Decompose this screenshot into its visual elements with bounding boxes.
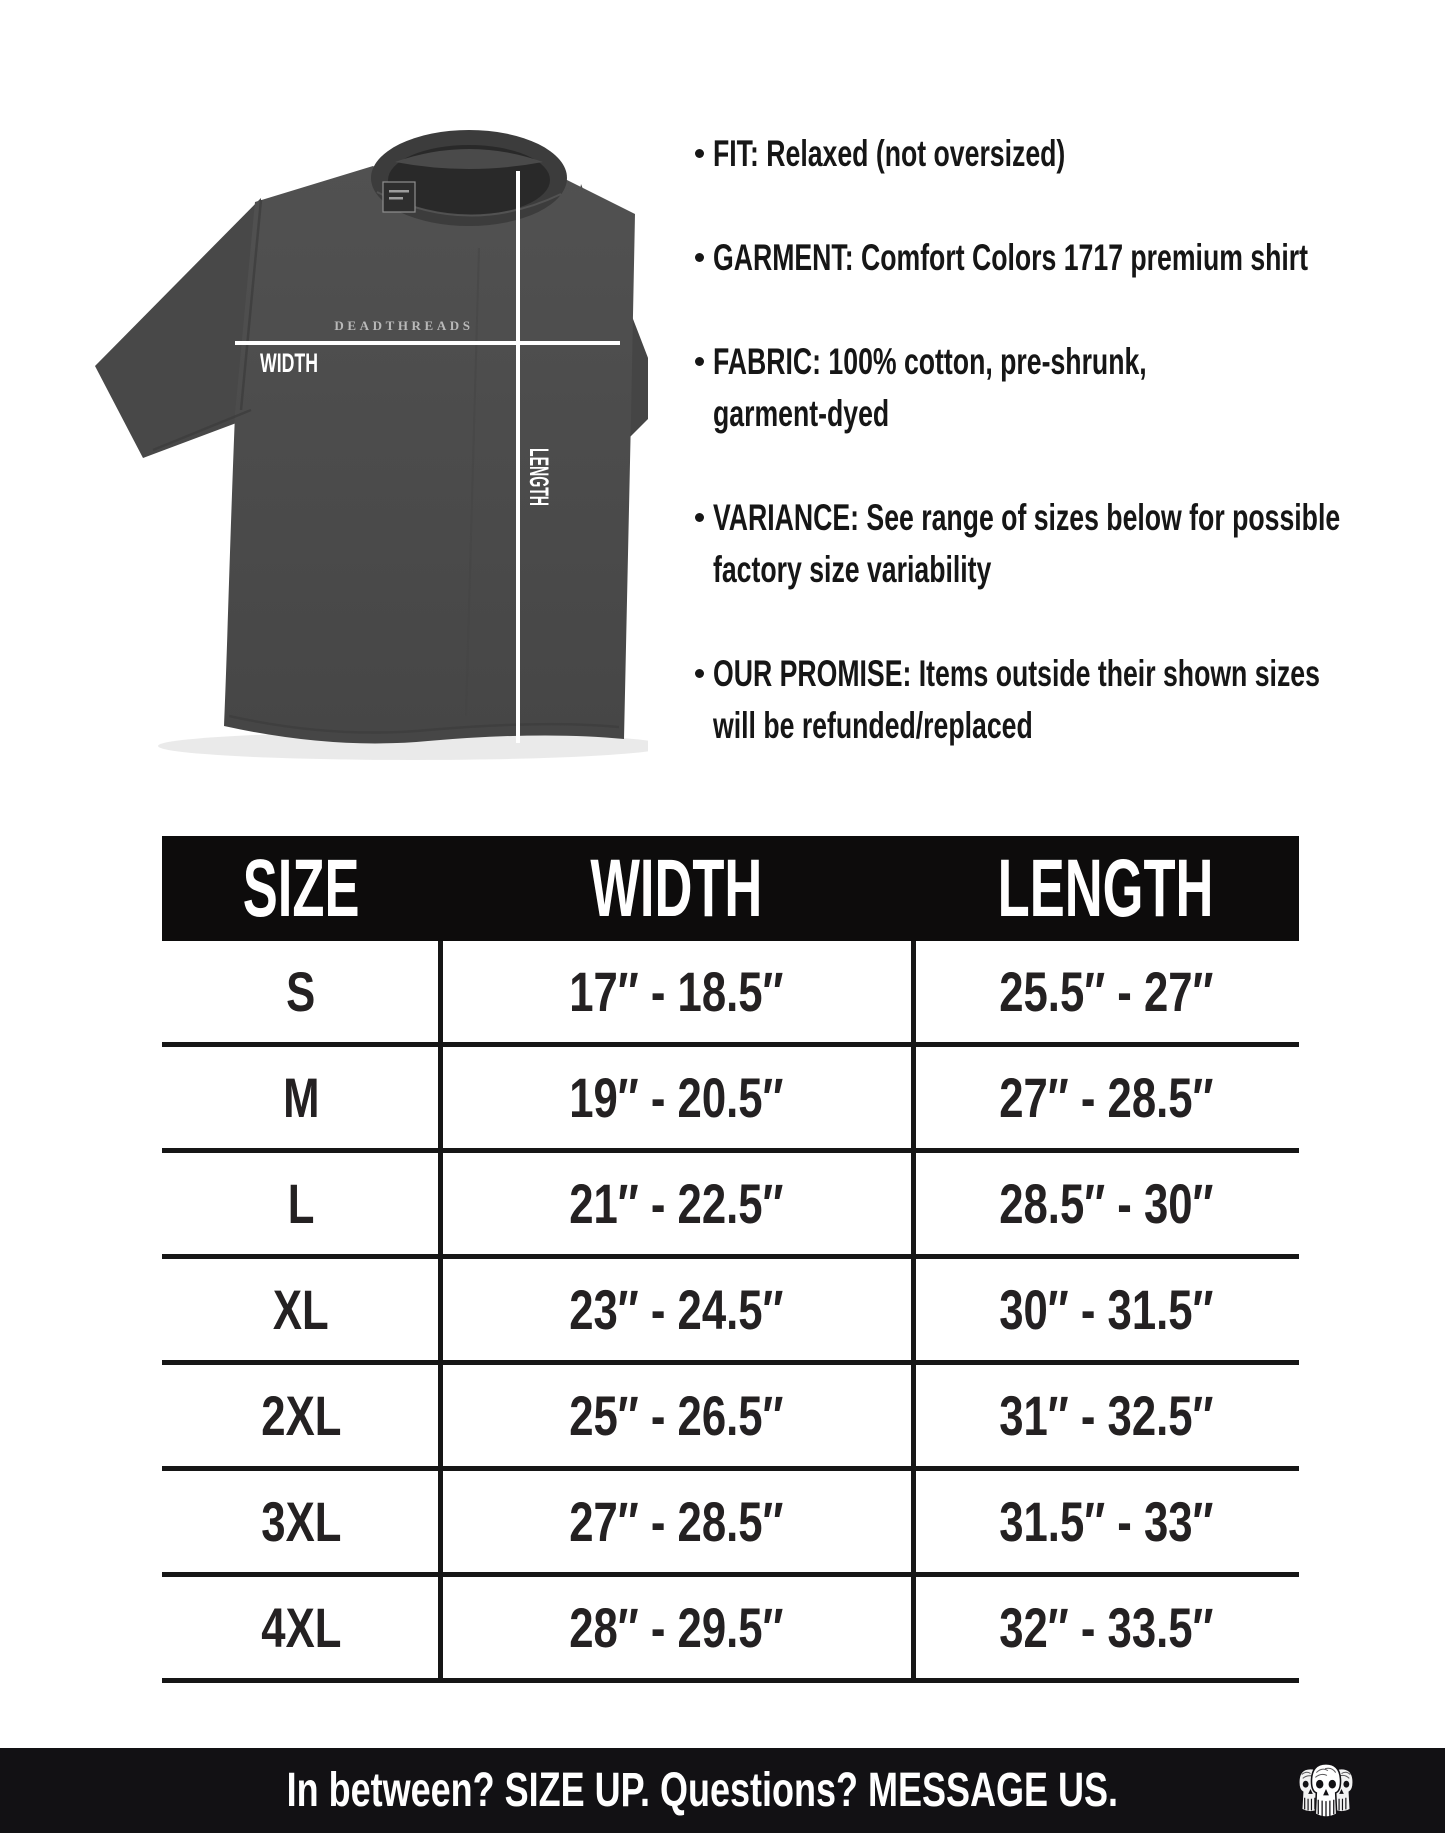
cell-width (440, 1047, 913, 1148)
column-divider (438, 941, 443, 1683)
size-table (162, 836, 1299, 1683)
size-table-header (162, 836, 1299, 941)
length-value: 31.5″ - 33″ (998, 1490, 1214, 1553)
skull-icon (1311, 1764, 1340, 1817)
width-value: 19″ - 20.5″ (569, 1066, 784, 1129)
size-value: M (282, 1066, 320, 1129)
size-value: XL (273, 1278, 329, 1341)
size-value: S (286, 960, 316, 1023)
length-value: 28.5″ - 30″ (998, 1172, 1214, 1235)
cell-length (913, 1259, 1299, 1360)
three-skulls-logo-icon (1295, 1760, 1357, 1820)
width-value: 17″ - 18.5″ (569, 960, 784, 1023)
cell-length (913, 1047, 1299, 1148)
size-value: 2XL (260, 1384, 342, 1447)
cell-size (162, 1153, 440, 1254)
header-label: LENGTH (998, 842, 1214, 934)
neck-tag-text-line (389, 190, 409, 193)
length-line-label: LENGTH (524, 448, 554, 559)
header-label: WIDTH (590, 842, 763, 934)
spec-text: garment-dyed (713, 393, 890, 434)
spec-text: OUR PROMISE: Items outside their shown sizes (713, 653, 1320, 694)
length-value: 25.5″ - 27″ (998, 960, 1214, 1023)
size-value: 4XL (260, 1596, 342, 1659)
length-value: 27″ - 28.5″ (998, 1066, 1214, 1129)
size-value: 3XL (260, 1490, 342, 1553)
table-row (162, 1577, 1299, 1683)
spec-item-fit (695, 128, 1415, 180)
table-row (162, 1047, 1299, 1153)
cell-width (440, 1153, 913, 1254)
neck-tag-text-line (389, 197, 403, 200)
tshirt-graphic (83, 118, 648, 768)
spec-text: GARMENT: Comfort Colors 1717 premium shirt (713, 237, 1309, 278)
table-row (162, 1365, 1299, 1471)
header-cell-length (913, 836, 1299, 941)
spec-text: factory size variability (713, 549, 992, 590)
width-value: 28″ - 29.5″ (569, 1596, 784, 1659)
cell-width (440, 941, 913, 1042)
header-label: SIZE (242, 842, 360, 934)
shirt-photo (83, 118, 648, 768)
spec-item-fabric (695, 336, 1415, 440)
cell-length (913, 1577, 1299, 1678)
cell-size (162, 1365, 440, 1466)
width-line-label: WIDTH (260, 348, 318, 378)
cell-size (162, 1047, 440, 1148)
cell-width (440, 1365, 913, 1466)
length-value: 30″ - 31.5″ (998, 1278, 1214, 1341)
cell-size (162, 1577, 440, 1678)
spec-text: FABRIC: 100% cotton, pre-shrunk, (713, 341, 1147, 382)
header-cell-width (440, 836, 913, 941)
spec-item-promise (695, 648, 1415, 752)
length-value: 32″ - 33.5″ (998, 1596, 1214, 1659)
product-spec-list (695, 128, 1415, 752)
table-row (162, 1259, 1299, 1365)
spec-item-variance (695, 492, 1415, 596)
size-value: L (287, 1172, 315, 1235)
cell-size (162, 941, 440, 1042)
length-value: 31″ - 32.5″ (998, 1384, 1214, 1447)
cell-length (913, 1153, 1299, 1254)
spec-text: VARIANCE: See range of sizes below for possible (713, 497, 1341, 538)
cell-size (162, 1259, 440, 1360)
size-table-body (162, 941, 1299, 1683)
cell-size (162, 1471, 440, 1572)
footer-bar (0, 1748, 1445, 1833)
width-value: 25″ - 26.5″ (569, 1384, 784, 1447)
cell-width (440, 1259, 913, 1360)
footer-message: In between? SIZE UP. Questions? MESSAGE US. (286, 1764, 1119, 1817)
spec-text: will be refunded/replaced (713, 705, 1033, 746)
spec-item-garment (695, 232, 1415, 284)
table-row (162, 1153, 1299, 1259)
width-value: 27″ - 28.5″ (569, 1490, 784, 1553)
table-row (162, 1471, 1299, 1577)
width-value: 23″ - 24.5″ (569, 1278, 784, 1341)
cell-width (440, 1471, 913, 1572)
cell-width (440, 1577, 913, 1678)
column-divider (911, 941, 916, 1683)
brand-print: DEADTHREADS (334, 318, 474, 333)
cell-length (913, 1365, 1299, 1466)
cell-length (913, 1471, 1299, 1572)
cell-length (913, 941, 1299, 1042)
table-row (162, 941, 1299, 1047)
width-value: 21″ - 22.5″ (569, 1172, 784, 1235)
spec-text: FIT: Relaxed (not oversized) (713, 133, 1066, 174)
shirt-body (224, 166, 635, 743)
header-cell-size (162, 836, 440, 941)
